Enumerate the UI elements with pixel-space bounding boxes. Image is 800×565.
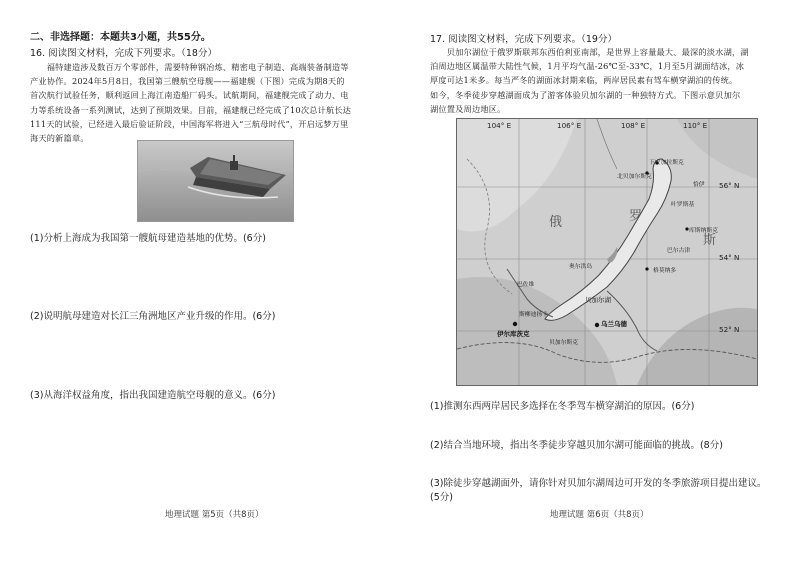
material-line: 111天的试验，已经进入最后验证阶段，中国海军将进入“三航母时代”，开启远梦万里	[30, 118, 349, 129]
material-line: 力等系统设备一系列测试，达到了预期效果。目前，福建舰已经完成了10次总计航长达	[30, 104, 352, 115]
region-label: 俄	[549, 215, 563, 230]
map-terrain	[457, 119, 757, 385]
question-16-part-1: (1)分析上海成为我国第一艘航母建造基地的优势。(6分)	[30, 233, 266, 244]
material-line: 厚度可达1米多。每当严冬的湖面冰封期来临，两岸居民素有驾车横穿湖泊的传统。	[430, 75, 738, 86]
question-17-part-3: (3)除徒步穿越湖面外，请你针对贝加尔湖周边可开发的冬季旅游项目提出建议。	[430, 478, 767, 489]
question-17-part-2: (2)结合当地环境，指出冬季徒步穿越贝加尔湖可能面临的挑战。(8分)	[430, 440, 723, 451]
place-label: 北贝加尔斯克	[617, 174, 652, 180]
page-footer-right: 地理试题 第6页（共8页）	[550, 510, 649, 520]
region-label: 斯	[703, 233, 717, 248]
lat-tick: 52° N	[719, 325, 740, 334]
right-page	[400, 0, 800, 565]
place-label: 斯柳迪扬卡	[519, 312, 548, 318]
question-17-heading: 17. 阅读图文材料，完成下列要求。（19分）	[430, 34, 617, 45]
place-label: 贝加尔斯克	[549, 340, 578, 346]
aircraft-carrier-photo	[137, 140, 294, 222]
question-16-material	[30, 60, 375, 145]
lat-tick: 56° N	[719, 181, 740, 190]
material-line: 如今，冬季徒步穿越湖面成为了游客体验贝加尔湖的一种独特方式。下图示意贝加尔	[430, 89, 741, 100]
place-label: 恰伊	[693, 182, 705, 188]
material-line: 海天的新篇章。	[30, 133, 89, 144]
lon-tick: 106° E	[557, 121, 582, 130]
material-line: 湖位置及周边地区。	[430, 103, 506, 114]
lon-tick: 108° E	[621, 121, 646, 130]
question-16-heading: 16. 阅读图文材料，完成下列要求。（18分）	[30, 48, 217, 59]
material-line: 泊周边地区属温带大陆性气候，1月平均气温-26℃至-33℃，1月至5月湖面结冰，冰	[430, 61, 745, 72]
lake-label: 贝加尔湖	[585, 296, 611, 304]
lon-tick: 110° E	[683, 121, 708, 130]
region-label: 罗	[629, 209, 643, 224]
place-label: 格莫纳多	[653, 268, 677, 274]
place-label: 叶罗斯基	[671, 202, 695, 208]
material-line: 产业协作。2024年5月8日，我国第三艘航空母舰——福建舰（下图）完成为期8天的	[30, 76, 345, 87]
question-17-part-3-score: (5分)	[430, 492, 453, 503]
baikal-map	[456, 118, 758, 386]
section-title: 二、非选择题：本题共3小题，共55分。	[30, 32, 211, 43]
material-line: 福特建造涉及数百万个零部件，需要特种钢冶炼、精密电子制造、高端装备制造等	[30, 62, 349, 72]
page-footer-left: 地理试题 第5页（共8页）	[165, 510, 264, 520]
lat-tick: 54° N	[719, 253, 740, 262]
place-label: 下安加拉斯克	[649, 160, 684, 166]
place-label: 奥尔洪岛	[569, 264, 593, 270]
lon-tick: 104° E	[487, 121, 512, 130]
carrier-illustration	[138, 141, 293, 221]
place-label: 巴尔古津	[667, 248, 691, 254]
material-line: 贝加尔湖位于俄罗斯联邦东西伯利亚南部，是世界上容量最大、最深的淡水湖，湖	[430, 47, 749, 57]
place-label: 库斯纳斯克	[689, 228, 718, 234]
question-17-material	[430, 45, 775, 116]
question-16-part-3: (3)从海洋权益角度，指出我国建造航空母舰的意义。(6分)	[30, 390, 276, 401]
city-label-ulan-ude: 乌兰乌德	[601, 320, 627, 328]
question-17-part-1: (1)推测东西两岸居民多选择在冬季驾车横穿湖泊的原因。(6分)	[430, 401, 695, 412]
material-line: 首次航行试验任务，顺利返回上海江南造船厂码头。试航期间，福建舰完成了动力、电	[30, 90, 349, 101]
city-label-irkutsk: 伊尔库茨克	[497, 330, 530, 338]
place-label: 巴佐维	[517, 282, 535, 288]
question-16-part-2: (2)说明航母建造对长江三角洲地区产业升级的作用。(6分)	[30, 311, 276, 322]
